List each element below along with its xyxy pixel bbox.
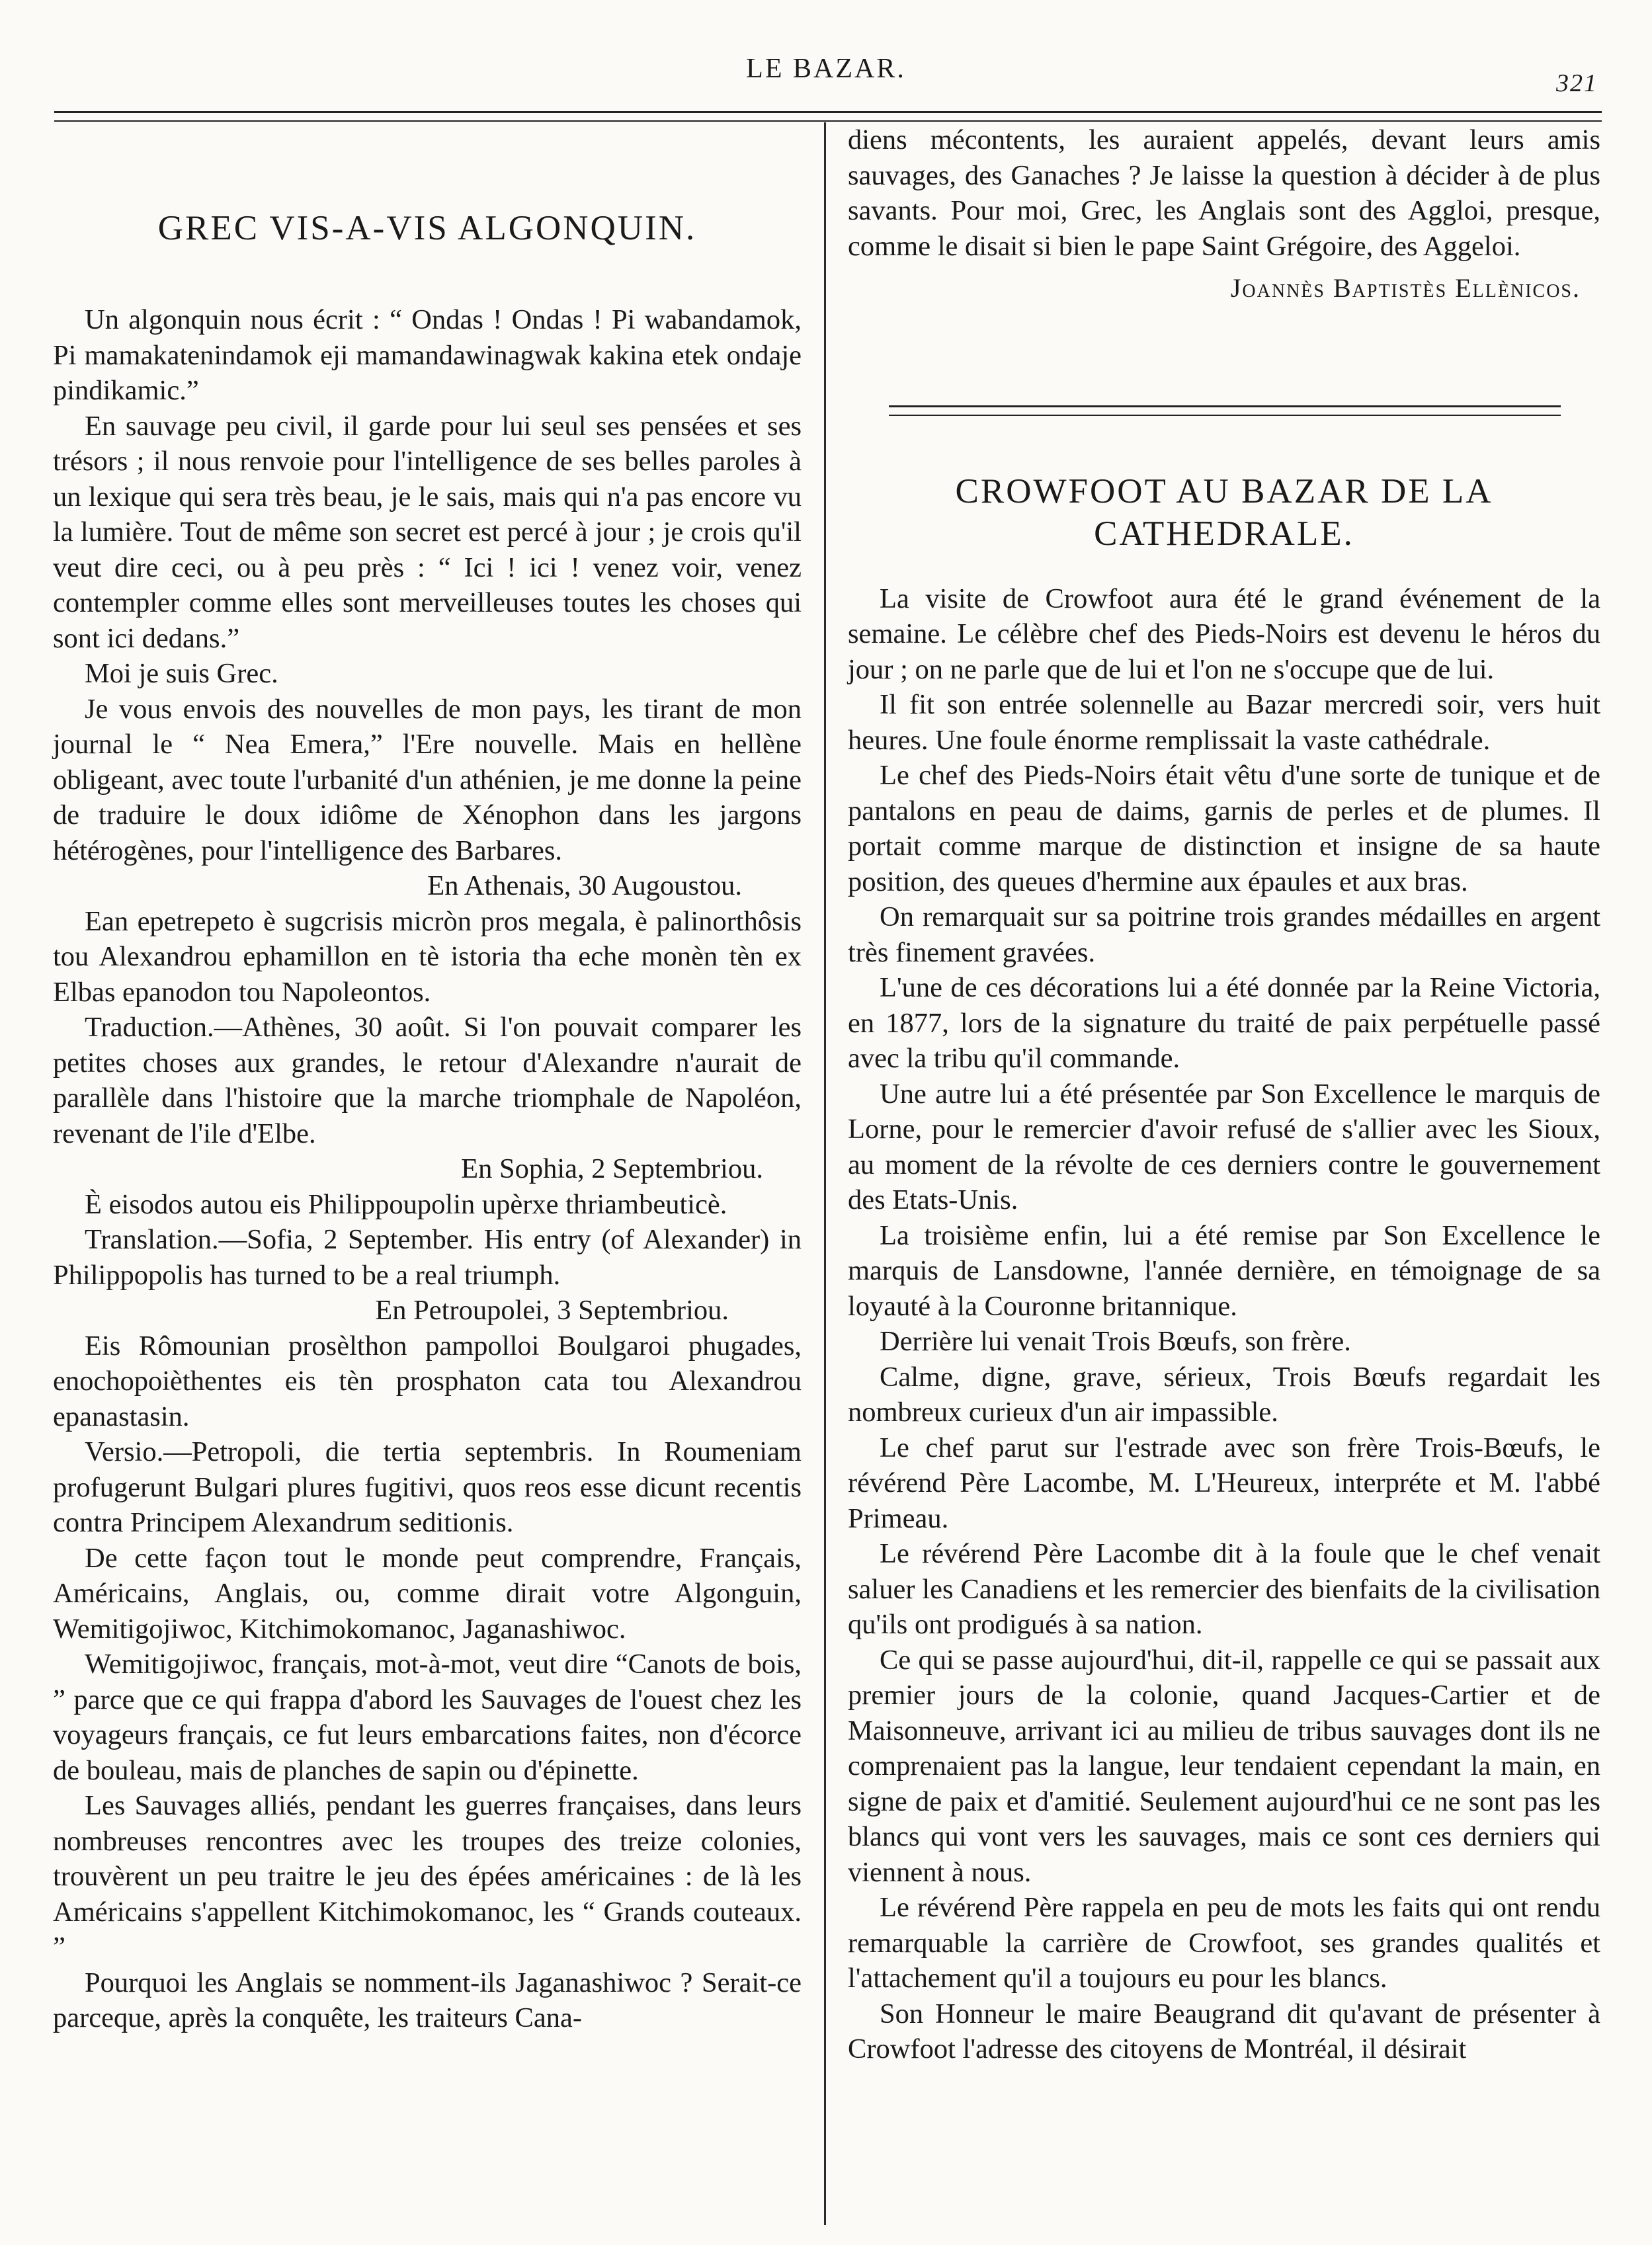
paragraph: Le chef parut sur l'estrade avec son frère Trois-Bœufs, le révérend Père Lacombe, M. L'Heureux, interpréte et M. l'abbé Primeau. bbox=[848, 1432, 1600, 1534]
paragraph: Versio.—Petropoli, die tertia septembris. In Roumeniam profugerunt Bulgari plures fugitivi, quos reos esse dicunt recentis contra Principem Alexandrum seditionis. bbox=[53, 1436, 802, 1538]
signature: Joannès Baptistès Ellènicos. bbox=[1230, 273, 1581, 303]
paragraph: Une autre lui a été présentée par Son Excellence le marquis de Lorne, pour le remercier d'avoir refusé de s'allier avec les Sioux, au moment de la révolte de ces derniers contre le gouvernement des Etats-Unis. bbox=[848, 1078, 1600, 1215]
paragraph: L'une de ces décorations lui a été donnée par la Reine Victoria, en 1877, lors de la signature du traité de paix perpétuelle passé avec la tribu qu'il commande. bbox=[848, 972, 1600, 1074]
section-rule bbox=[889, 405, 1561, 416]
paragraph: Le révérend Père Lacombe dit à la foule que le chef venait saluer les Canadiens et les remercier des bienfaits de la civilisation qu'ils ont prodigués à sa nation. bbox=[848, 1538, 1600, 1640]
paragraph: La visite de Crowfoot aura été le grand événement de la semaine. Le célèbre chef des Pieds-Noirs est devenu le héros du jour ; on ne parle que de lui et l'on ne s'occupe que de lui. bbox=[848, 583, 1600, 685]
paragraph: Eis Rômounian prosèlthon pampolloi Boulgaroi phugades, enochopoièthentes eis tèn prosphaton cata tou Alexandrou epanastasin. bbox=[53, 1330, 802, 1432]
column-rule bbox=[824, 122, 826, 2225]
paragraph: Le révérend Père rappela en peu de mots les faits qui ont rendu remarquable la carrière de Crowfoot, ses grandes qualités et l'attachement qu'il a toujours eu pour les blancs. bbox=[848, 1892, 1600, 1994]
paragraph: È eisodos autou eis Philippoupolin upèrxe thriambeuticè. bbox=[85, 1188, 727, 1220]
paragraph: Moi je suis Grec. bbox=[85, 658, 278, 689]
paragraph: Calme, digne, grave, sérieux, Trois Bœufs regardait les nombreux curieux d'un air impassible. bbox=[848, 1361, 1600, 1428]
article-title-grec: GREC VIS-A-VIS ALGONQUIN. bbox=[157, 209, 697, 247]
paragraph: Pourquoi les Anglais se nomment-ils Jaganashiwoc ? Serait-ce parceque, après la conquête, les traiteurs Cana- bbox=[53, 1967, 802, 2033]
paragraph: Son Honneur le maire Beaugrand dit qu'avant de présenter à Crowfoot l'adresse des citoyens de Montréal, il désirait bbox=[848, 1998, 1600, 2064]
dateline: En Petroupolei, 3 Septembriou. bbox=[375, 1295, 729, 1326]
paragraph: Ce qui se passe aujourd'hui, dit-il, rappelle ce qui se passait aux premier jours de la colonie, quand Jacques-Cartier et de Maisonneuve, arrivant ici au milieu de tribus sauvages dont ils ne comprenaient pas la langue, leur tendaient cependant la main, en signe de paix et d'amitié. Seulement aujourd'hui ce ne sont pas les blancs qui vont vers les sauvages, mais ce sont ces derniers qui viennent à nous. bbox=[848, 1644, 1600, 1888]
page-number: 321 bbox=[1556, 69, 1598, 97]
article-title-crowfoot: CROWFOOT AU BAZAR DE LA CATHEDRALE. bbox=[955, 471, 1493, 553]
paragraph: Traduction.—Athènes, 30 août. Si l'on pouvait comparer les petites choses aux grandes, le retour d'Alexandre n'aurait de parallèle dans l'histoire que la marche triomphale de Napoléon, revenant de l'ile d'Elbe. bbox=[53, 1012, 802, 1149]
dateline: En Sophia, 2 Septembriou. bbox=[461, 1153, 763, 1184]
left-column bbox=[53, 122, 802, 2036]
paragraph-continued: diens mécontents, les auraient appelés, devant leurs amis sauvages, des Ganaches ? Je laisse la question à décider à de plus savants. Pour moi, Grec, les Anglais sont des Aggloi, presque, comme le disait si bien le pape Saint Grégoire, des Aggeloi. bbox=[848, 124, 1600, 262]
paragraph: Derrière lui venait Trois Bœufs, son frère. bbox=[880, 1326, 1351, 1357]
paragraph: De cette façon tout le monde peut comprendre, Français, Américains, Anglais, ou, comme dirait votre Algonguin, Wemitigojiwoc, Kitchimokomanoc, Jaganashiwoc. bbox=[53, 1542, 802, 1645]
dateline: En Athenais, 30 Augoustou. bbox=[427, 870, 742, 901]
paragraph: La troisième enfin, lui a été remise par Son Excellence le marquis de Lansdowne, l'année dernière, en témoignage de sa loyauté à la Couronne britannique. bbox=[848, 1219, 1600, 1322]
paragraph: Ean epetrepeto è sugcrisis micròn pros megala, è palinorthôsis tou Alexandrou ephamillon en tè istoria tha eche monèn tèn ex Elbas epanodon tou Napoleontos. bbox=[53, 905, 802, 1008]
paragraph: On remarquait sur sa poitrine trois grandes médailles en argent très finement gravées. bbox=[848, 901, 1600, 968]
right-column bbox=[848, 122, 1600, 2067]
paragraph: Je vous envois des nouvelles de mon pays, les tirant de mon journal le “ Nea Emera,” l'Ere nouvelle. Mais en hellène obligeant, avec toute l'urbanité d'un athénien, je me donne la peine de traduire le doux idiôme de Xénophon dans les jargons hétérogènes, pour l'intelligence des Barbares. bbox=[53, 693, 802, 866]
paragraph: Un algonquin nous écrit : “ Ondas ! Ondas ! Pi wabandamok, Pi mamakatenindamok eji mamandawinagwak kakina etek ondaje pindikamic.” bbox=[53, 304, 802, 406]
paragraph: Il fit son entrée solennelle au Bazar mercredi soir, vers huit heures. Une foule énorme remplissait la vaste cathédrale. bbox=[848, 689, 1600, 756]
paragraph: En sauvage peu civil, il garde pour lui seul ses pensées et ses trésors ; il nous renvoie pour l'intelligence de ses belles paroles à un lexique qui sera très beau, je le sais, mais qui n'a pas encore vu la lumière. Tout de même son secret est percé à jour ; je crois qu'il veut dire ceci, ou à peu près : “ Ici ! ici ! venez voir, venez contempler comme elles sont merveilleuses toutes les choses qui sont ici dedans.” bbox=[53, 410, 802, 654]
paragraph: Le chef des Pieds-Noirs était vêtu d'une sorte de tunique et de pantalons en peau de daims, garnis de perles et de plumes. Il portait comme marque de distinction et insigne de sa haute position, des queues d'hermine aux épaules et aux bras. bbox=[848, 760, 1600, 897]
running-head: LE BAZAR. bbox=[746, 54, 906, 84]
paragraph: Wemitigojiwoc, français, mot-à-mot, veut dire “Canots de bois, ” parce que ce qui frappa d'abord les Sauvages de l'ouest chez les voyageurs français, ce fut leurs embarcations faites, non d'écorce de bouleau, mais de planches de sapin ou d'épinette. bbox=[53, 1649, 802, 1786]
paragraph: Les Sauvages alliés, pendant les guerres françaises, dans leurs nombreuses rencontres avec les troupes des treize colonies, trouvèrent un peu traitre le jeu des épées américaines : de là les Américains s'appellent Kitchimokomanoc, les “ Grands couteaux. ” bbox=[53, 1790, 802, 1963]
paragraph: Translation.—Sofia, 2 September. His entry (of Alexander) in Philippopolis has turned to be a real triumph. bbox=[53, 1224, 802, 1291]
header-rule bbox=[54, 111, 1602, 122]
